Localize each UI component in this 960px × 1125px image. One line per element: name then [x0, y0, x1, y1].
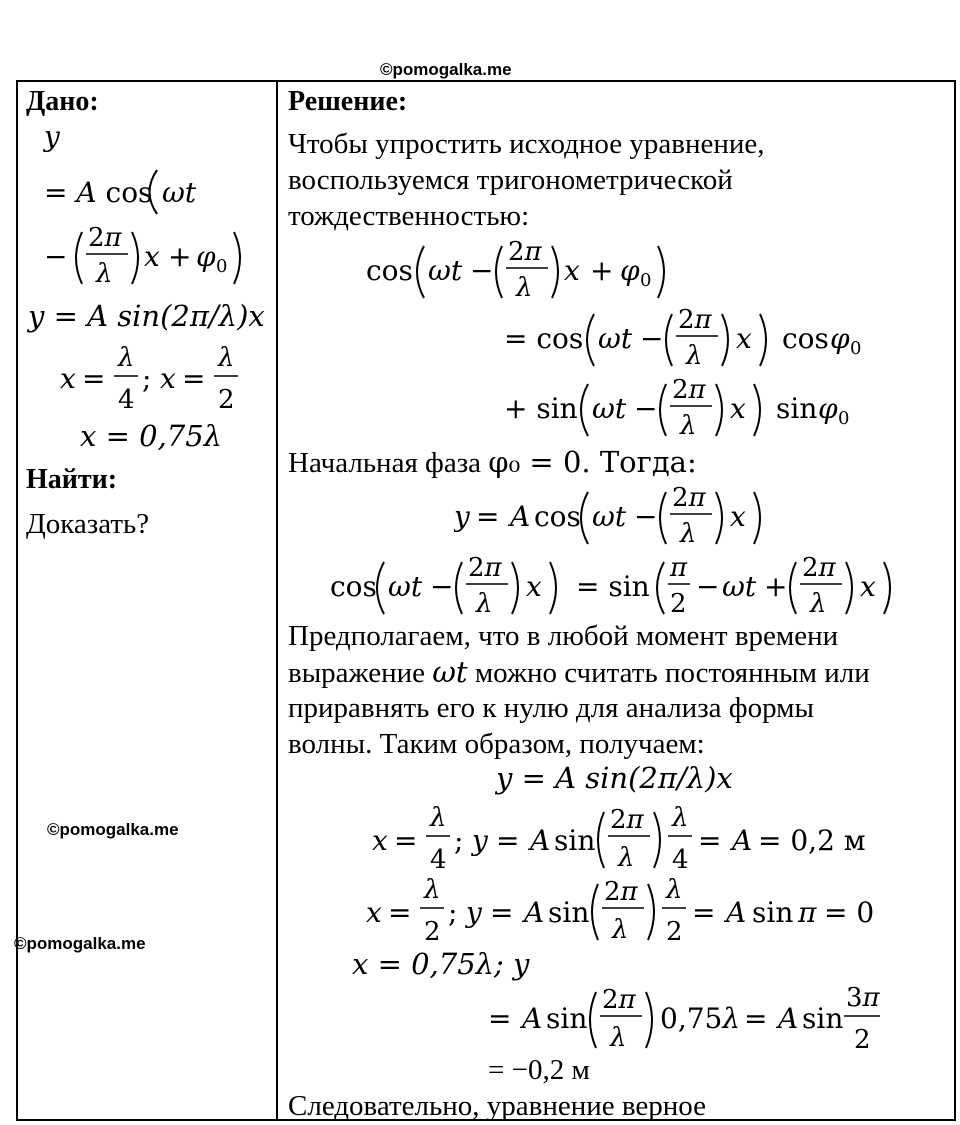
svg-text:;: ; — [454, 824, 464, 857]
svg-text:λ: λ — [430, 803, 447, 833]
svg-text:λ: λ — [680, 411, 697, 441]
svg-text:2π: 2π — [802, 553, 836, 583]
svg-text:λ: λ — [218, 343, 235, 373]
svg-text:= sin: = sin — [576, 570, 650, 603]
svg-text:=: = — [496, 824, 520, 857]
svg-text:2π: 2π — [508, 237, 542, 267]
svg-text:cos: cos — [330, 570, 377, 603]
watermark-top: ©pomogalka.me — [380, 60, 512, 79]
svg-text:ωt: ωt — [162, 176, 197, 209]
svg-text:λ: λ — [666, 875, 683, 905]
svg-text:x: x — [730, 500, 746, 533]
svg-text:x: x — [372, 824, 388, 857]
svg-text:2π: 2π — [602, 985, 636, 1015]
svg-text:−: − — [44, 240, 68, 273]
identity-line-2 — [504, 304, 884, 374]
svg-text:= cos: = cos — [504, 322, 584, 355]
solution-intro-line-1: Чтобы упростить исходное уравнение, — [288, 128, 765, 160]
svg-text:φ: φ — [818, 392, 838, 425]
svg-text:4: 4 — [672, 845, 689, 875]
svg-text:ωt: ωt — [598, 322, 633, 355]
svg-text:x: x — [736, 322, 752, 355]
svg-text:2π: 2π — [604, 877, 638, 907]
svg-text:−: − — [470, 254, 494, 287]
svg-text:A: A — [530, 824, 551, 857]
svg-text:+: + — [168, 240, 192, 273]
svg-text:λ: λ — [680, 519, 697, 549]
svg-text:sin: sin — [546, 1002, 588, 1035]
svg-text:sin: sin — [548, 896, 590, 929]
svg-text:2π: 2π — [468, 553, 502, 583]
svg-text:−: − — [696, 570, 720, 603]
assume-line-4: волны. Таким образом, получаем: — [288, 728, 705, 760]
svg-text:2: 2 — [218, 385, 235, 415]
svg-text:0: 0 — [640, 270, 652, 291]
svg-text:;: ; — [448, 896, 458, 929]
identity-line-3 — [504, 374, 884, 444]
assume-line-2-start: выражение — [288, 657, 425, 689]
svg-text:ωt: ωt — [592, 500, 627, 533]
svg-text:−: − — [430, 570, 454, 603]
cos-sin-equation — [330, 552, 930, 622]
svg-text:=: = — [182, 362, 206, 395]
svg-text:= A cos: = A cos — [44, 176, 153, 209]
svg-text:x: x — [144, 240, 160, 273]
given-equation-3 — [60, 340, 270, 420]
svg-text:λ: λ — [618, 843, 635, 873]
svg-text:0: 0 — [850, 338, 862, 359]
case-3-line-3: = −0,2 м — [488, 1054, 590, 1086]
svg-text:sin: sin — [554, 824, 596, 857]
svg-text:2π: 2π — [678, 305, 712, 335]
svg-text:φ: φ — [830, 322, 850, 355]
svg-text:y: y — [466, 896, 482, 929]
y-cos-equation — [454, 482, 784, 552]
solution-intro-line-2: воспользуемся тригонометрической — [288, 164, 733, 196]
given-equation-2: y = A sin(2π/λ)x — [28, 299, 265, 333]
svg-text:cos: cos — [366, 254, 413, 287]
svg-text:λ: λ — [810, 589, 827, 619]
svg-text:x: x — [526, 570, 542, 603]
svg-text:4: 4 — [118, 385, 135, 415]
svg-text:=: = — [388, 896, 412, 929]
find-text: Доказать? — [26, 508, 150, 540]
assume-line-2-omega-t: ωt — [432, 655, 468, 689]
svg-text:+: + — [590, 254, 614, 287]
solution-intro-line-3: тождественностью: — [288, 200, 530, 232]
given-equation-4: x = 0,75λ — [80, 419, 223, 453]
svg-text:λ: λ — [424, 875, 441, 905]
svg-text:λ: λ — [516, 273, 533, 303]
given-equation-1-formula — [24, 120, 274, 290]
svg-text:=: = — [744, 1002, 768, 1035]
solution-heading: Решение: — [288, 86, 408, 117]
svg-text:2: 2 — [666, 917, 683, 947]
svg-text:A: A — [778, 1002, 799, 1035]
phase-text: Начальная фаза — [288, 447, 482, 479]
phase-line — [288, 446, 697, 479]
svg-text:sin: sin — [752, 896, 794, 929]
svg-text:=: = — [488, 1002, 512, 1035]
svg-text:π: π — [798, 896, 817, 929]
given-eq1-y: y — [44, 120, 60, 153]
svg-text:ωt: ωt — [722, 570, 757, 603]
svg-text:sin: sin — [776, 392, 818, 425]
svg-text:A: A — [522, 1002, 543, 1035]
assume-line-3: приравнять его к нулю для анализа формы — [288, 692, 814, 724]
svg-text:λ: λ — [672, 803, 689, 833]
svg-text:0: 0 — [216, 256, 228, 277]
svg-text:−: − — [634, 500, 658, 533]
svg-text:π: π — [670, 553, 688, 583]
svg-text:λ: λ — [96, 259, 113, 289]
svg-text:x: x — [366, 896, 382, 929]
svg-text:= 0,2 м: = 0,2 м — [758, 824, 866, 857]
svg-text:=: = — [394, 824, 418, 857]
svg-text:y: y — [472, 824, 488, 857]
svg-text:4: 4 — [430, 845, 447, 875]
svg-text:+ sin: + sin — [504, 392, 578, 425]
svg-text:y: y — [454, 500, 470, 533]
svg-text:x: x — [730, 392, 746, 425]
svg-text:A: A — [524, 896, 545, 929]
svg-text:λ: λ — [612, 915, 629, 945]
svg-text:2π: 2π — [672, 483, 706, 513]
column-divider — [276, 80, 278, 1121]
svg-text:2: 2 — [854, 1025, 871, 1055]
svg-text:+: + — [764, 570, 788, 603]
svg-text:λ: λ — [686, 341, 703, 371]
svg-text:φ: φ — [196, 240, 216, 273]
svg-text:0,75λ: 0,75λ — [660, 1002, 741, 1035]
svg-text:−: − — [640, 322, 664, 355]
assume-line-1: Предполагаем, что в любой момент времени — [288, 620, 839, 652]
watermark-middle: ©pomogalka.me — [47, 820, 179, 839]
svg-text:=: = — [82, 362, 106, 395]
svg-text:A: A — [732, 824, 753, 857]
svg-text:A: A — [726, 896, 747, 929]
svg-text:x: x — [60, 362, 76, 395]
phase-equation: φ₀ = 0. Тогда: — [488, 445, 697, 479]
assume-line-2 — [288, 656, 870, 689]
svg-text:x: x — [860, 570, 876, 603]
svg-text:ωt: ωt — [592, 392, 627, 425]
svg-text:cos: cos — [534, 500, 581, 533]
svg-text:=: = — [476, 500, 500, 533]
case-3-line-1: x = 0,75λ; y — [352, 947, 530, 981]
svg-text:= 0: = 0 — [824, 896, 875, 929]
svg-text:0: 0 — [838, 408, 850, 429]
svg-text:sin: sin — [802, 1002, 844, 1035]
given-heading: Дано: — [26, 86, 99, 117]
assume-line-2-end: можно считать постоянным или — [474, 657, 870, 689]
svg-text:−: − — [634, 392, 658, 425]
svg-text:2π: 2π — [672, 375, 706, 405]
case-1-equation — [372, 800, 872, 880]
watermark-lower: ©pomogalka.me — [14, 934, 146, 953]
identity-line-1 — [366, 236, 686, 306]
svg-text:ωt: ωt — [428, 254, 463, 287]
svg-text:3π: 3π — [846, 983, 880, 1013]
svg-text:cos: cos — [782, 322, 829, 355]
result-equation: y = A sin(2π/λ)x — [496, 761, 733, 795]
svg-text:x: x — [160, 362, 176, 395]
svg-text:2π: 2π — [88, 223, 122, 253]
svg-text:φ: φ — [620, 254, 640, 287]
case-2-equation — [366, 872, 886, 952]
case-3-line-2 — [488, 980, 908, 1060]
svg-text:;: ; — [142, 362, 152, 395]
svg-text:2: 2 — [424, 917, 441, 947]
given-eq1-line2 — [0, 0, 1, 1]
svg-text:2π: 2π — [610, 805, 644, 835]
svg-text:=: = — [490, 896, 514, 929]
svg-text:λ: λ — [476, 589, 493, 619]
svg-text:=: = — [698, 824, 722, 857]
svg-text:x: x — [564, 254, 580, 287]
svg-text:λ: λ — [610, 1023, 627, 1053]
svg-text:=: = — [692, 896, 716, 929]
find-heading: Найти: — [26, 464, 118, 495]
conclusion: Следовательно, уравнение верное — [288, 1090, 707, 1122]
svg-text:ωt: ωt — [388, 570, 423, 603]
svg-text:A: A — [510, 500, 531, 533]
svg-text:λ: λ — [118, 343, 135, 373]
svg-text:2: 2 — [670, 589, 687, 619]
